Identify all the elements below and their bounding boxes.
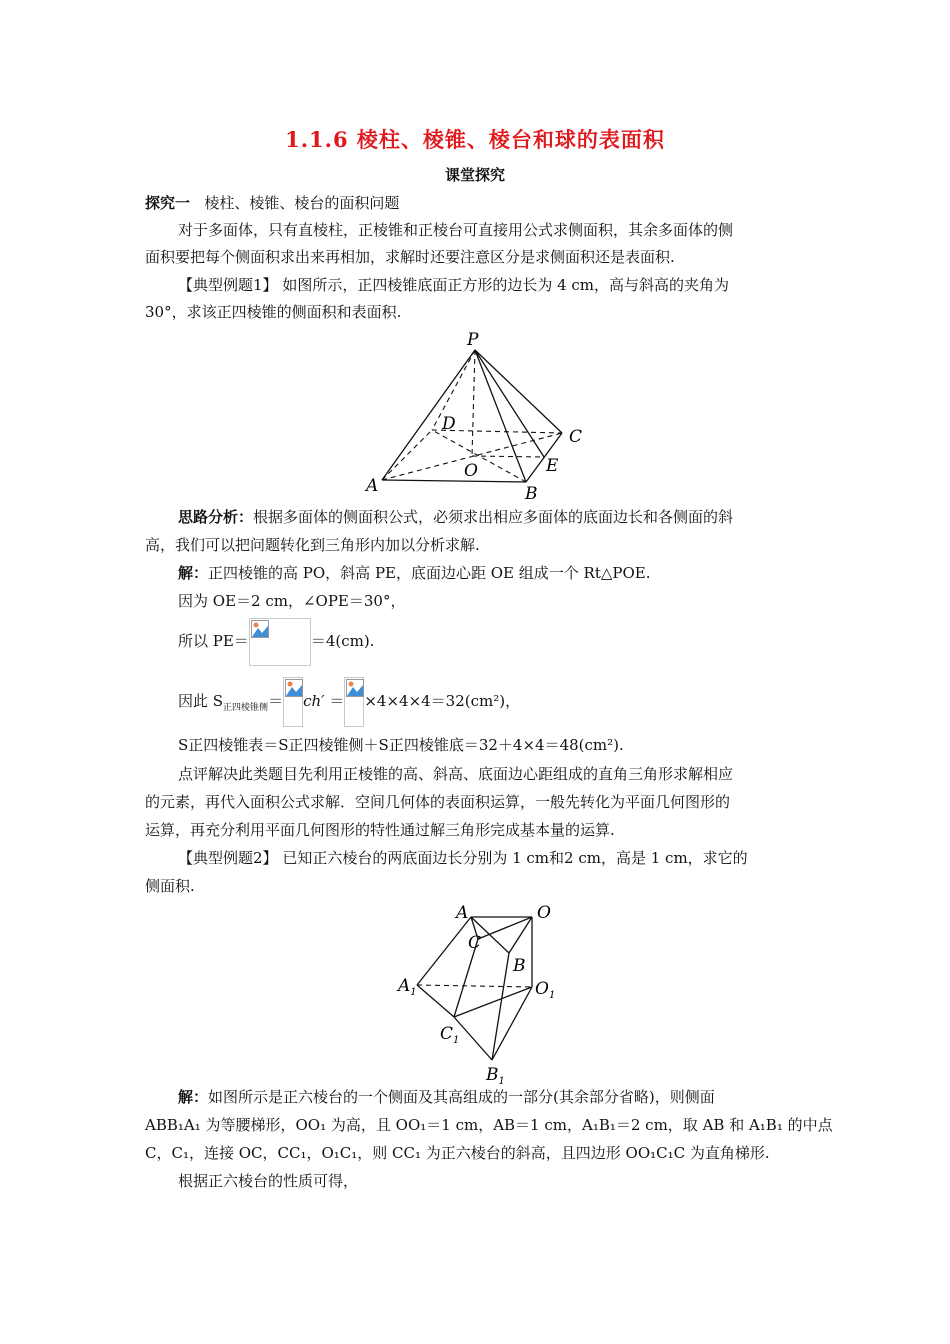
- diag-BD: [432, 430, 526, 482]
- broken-image-icon: [346, 679, 364, 697]
- s-post: ×4×4×4＝32(cm²)，: [364, 692, 521, 710]
- solution1-line-5: S正四棱锥表＝S正四棱锥侧＋S正四棱锥底＝32＋4×4＝48(cm²).: [178, 736, 624, 754]
- solution1-pe-pre: 所以 PE＝: [178, 632, 249, 650]
- label-B: B: [513, 956, 526, 976]
- solution2-line-2: ABB₁A₁ 为等腰梯形，OO₁ 为高，且 OO₁＝1 cm，AB＝1 cm，A₁B₁＝2 cm，取 AB 和 A₁B₁ 的中点: [145, 1116, 833, 1134]
- label-D: D: [442, 414, 456, 434]
- analysis-line-2: 高，我们可以把问题转化到三角形内加以分析求解.: [145, 536, 480, 554]
- section1-heading-text: 棱柱、棱锥、棱台的面积问题: [204, 194, 400, 212]
- edge-A1O1: [417, 985, 532, 987]
- edge-OC: [478, 917, 532, 939]
- label-C: C: [569, 427, 583, 447]
- solution1-line-3: [178, 618, 810, 668]
- s-prefix: 因此 S: [178, 692, 224, 710]
- label-C1: $C_1$: [440, 1024, 460, 1046]
- intro-line-2: 面积要把每个侧面积求出来再相加，求解时还要注意区分是求侧面积还是表面积.: [145, 248, 675, 266]
- section1-heading: [145, 193, 810, 213]
- label-A1: $A_1$: [398, 976, 417, 998]
- section-subtitle: 课堂探究: [444, 166, 505, 184]
- edge-AD: [382, 430, 432, 480]
- s-ch: ch′: [303, 692, 325, 710]
- edge-PC: [475, 350, 562, 433]
- pyramid-figure: [360, 330, 600, 500]
- example2-text-1: 已知正六棱台的两底面边长分别为 1 cm和2 cm，高是 1 cm，求它的: [282, 849, 748, 867]
- example1-label: 【典型例题1】: [178, 276, 278, 294]
- label-O: O: [464, 461, 478, 481]
- label-E: E: [546, 456, 559, 476]
- edge-PO: [472, 350, 475, 456]
- example2-label: 【典型例题2】: [178, 849, 278, 867]
- s-subscript: 正四棱锥侧: [223, 703, 269, 713]
- section1-label: 探究一: [145, 194, 191, 212]
- solution2-label: 解：: [178, 1088, 209, 1106]
- label-B1: $B_1$: [486, 1065, 505, 1085]
- solution2-text-1: 如图所示是正六棱台的一个侧面及其高组成的一部分(其余部分省略)，则侧面: [208, 1088, 715, 1106]
- label-O1: $O_1$: [535, 979, 556, 1001]
- example1-text-1: 如图所示，正四棱锥底面正方形的边长为 4 cm，高与斜高的夹角为: [282, 276, 730, 294]
- formula-image-placeholder: [249, 618, 311, 666]
- review-line-1: 点评解决此类题目先利用正棱锥的高、斜高、底面边心距组成的直角三角形求解相应: [178, 765, 734, 783]
- example1-line-1: [178, 275, 810, 295]
- intro-line-1: 对于多面体，只有直棱柱，正棱锥和正棱台可直接用公式求侧面积，其余多面体的侧: [178, 221, 734, 239]
- label-P: P: [467, 330, 479, 350]
- edge-PB: [475, 350, 526, 482]
- label-O: O: [537, 903, 551, 923]
- edge-C1B1: [454, 1017, 492, 1060]
- broken-image-icon: [251, 620, 269, 638]
- label-B: B: [525, 484, 538, 500]
- frustum-figure: [392, 900, 572, 1085]
- solution1-line-1: [178, 563, 810, 583]
- label-C: C: [468, 933, 482, 953]
- s-eq-1: ＝: [268, 692, 284, 710]
- solution2-line-1: [178, 1087, 810, 1107]
- page-title: 1.1.6 棱柱、棱锥、棱台和球的表面积: [285, 127, 665, 152]
- example1-line-2: 30°，求该正四棱锥的侧面积和表面积.: [145, 303, 402, 321]
- analysis-text-1: 根据多面体的侧面积公式，必须求出相应多面体的底面边长和各侧面的斜: [253, 508, 734, 526]
- solution1-text-1: 正四棱锥的高 PO，斜高 PE，底面边心距 OE 组成一个 Rt△POE.: [208, 564, 651, 582]
- edge-AA1: [417, 917, 471, 985]
- solution1-line-4: [178, 676, 810, 726]
- label-A: A: [456, 903, 469, 923]
- analysis-label: 思路分析：: [178, 508, 254, 526]
- solution2-line-3: C，C₁，连接 OC，CC₁，O₁C₁，则 CC₁ 为正六棱台的斜高，且四边形 OO₁C₁C 为直角梯形.: [145, 1144, 770, 1162]
- solution1-label: 解：: [178, 564, 209, 582]
- review-line-2: 的元素，再代入面积公式求解．空间几何体的表面积运算，一般先转化为平面几何图形的: [145, 793, 731, 811]
- segment-OE: [472, 456, 544, 457]
- broken-image-icon: [285, 679, 303, 697]
- edge-AB: [382, 480, 526, 482]
- edge-O1C1: [454, 987, 532, 1017]
- example2-line-1: [178, 848, 810, 868]
- example2-line-2: 侧面积.: [145, 877, 195, 895]
- s-eq-2: ＝: [329, 692, 345, 710]
- label-A: A: [366, 476, 379, 496]
- formula-image-placeholder: [344, 677, 364, 727]
- solution2-line-4: 根据正六棱台的性质可得，: [178, 1172, 359, 1190]
- analysis-line-1: [178, 507, 810, 527]
- edge-A1C1: [417, 985, 454, 1017]
- edge-PA: [382, 350, 475, 480]
- review-line-3: 运算，再充分利用平面几何图形的特性通过解三角形完成基本量的运算.: [145, 821, 615, 839]
- solution1-line-2: 因为 OE＝2 cm，∠OPE＝30°，: [178, 592, 406, 610]
- solution1-pe-post: ＝4(cm).: [310, 632, 375, 650]
- edge-OB: [509, 917, 532, 953]
- formula-image-placeholder: [283, 677, 303, 727]
